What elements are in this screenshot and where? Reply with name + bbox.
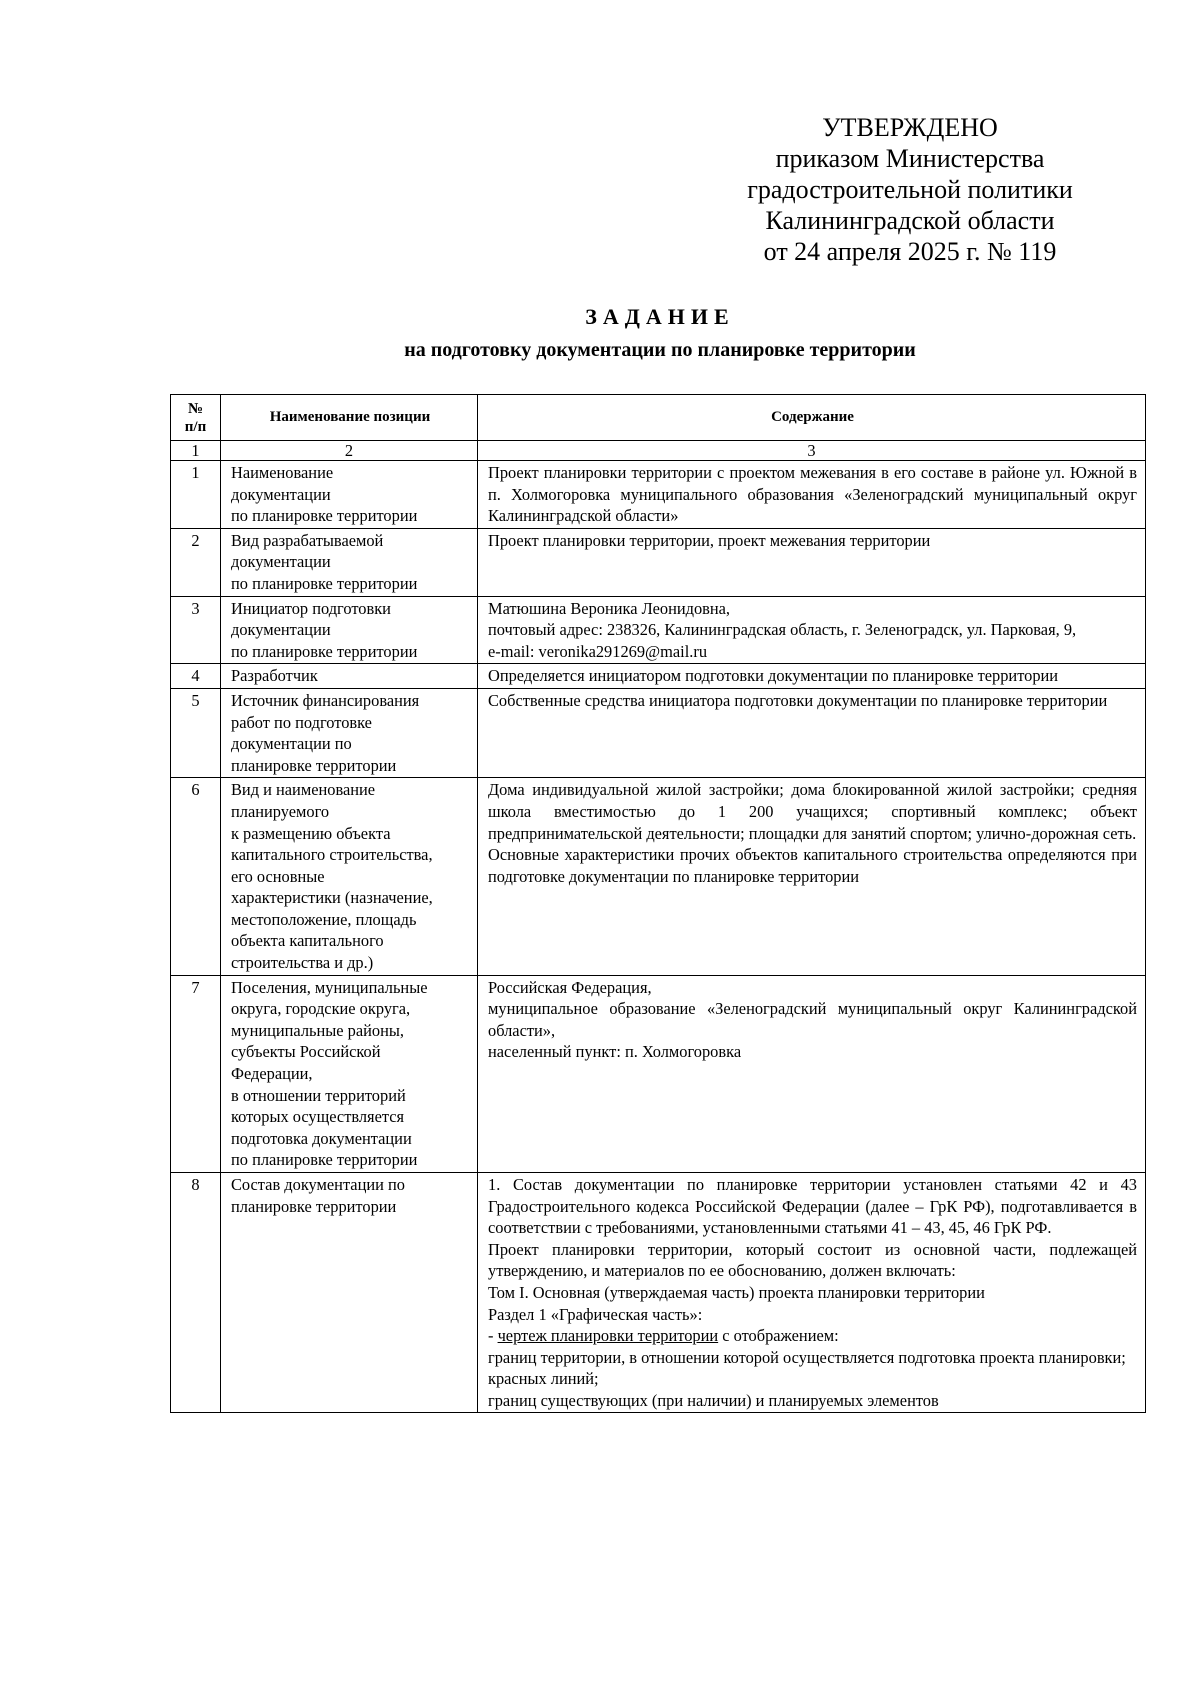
table-header-row bbox=[171, 395, 1146, 441]
row-content-paragraph: Проект планировки территории, который состоит из основной части, подлежащей утверждению, и материалов по ее обоснованию, должен включать: bbox=[488, 1239, 1137, 1281]
header-number bbox=[171, 395, 221, 441]
row-name-line: его основные bbox=[231, 866, 325, 886]
row-name-line: Поселения, муниципальные bbox=[231, 977, 428, 997]
drawing-suffix: с отображением: bbox=[718, 1326, 839, 1346]
row-content-paragraph: Основные характеристики прочих объектов капитального строительства определяются при подготовке документации по планировке территории bbox=[488, 845, 1137, 886]
row-name-line: Источник финансирования bbox=[231, 690, 420, 710]
row-name-line: документации bbox=[231, 484, 331, 504]
row-content-paragraph: почтовый адрес: 238326, Калининградская область, г. Зеленоградск, ул. Парковая, 9, bbox=[488, 620, 1077, 640]
drawing-prefix: - bbox=[488, 1326, 498, 1346]
row-name-line: Разработчик bbox=[231, 666, 318, 686]
row-name-line: к размещению объекта bbox=[231, 823, 391, 843]
row-name-line: объекта капитального bbox=[231, 931, 384, 951]
row-name-line: по планировке территории bbox=[231, 506, 418, 526]
table-row bbox=[171, 778, 1146, 975]
approval-line: градостроительной политики bbox=[747, 175, 1073, 204]
drawing-link: чертеж планировки территории bbox=[497, 1326, 719, 1346]
row-name-line: характеристики (назначение, bbox=[231, 888, 433, 908]
row-name-line: документации bbox=[231, 620, 331, 640]
header-number-line: п/п bbox=[184, 418, 207, 435]
row-name bbox=[221, 975, 478, 1172]
row-content bbox=[478, 975, 1146, 1172]
row-content-paragraph: Определяется инициатором подготовки документации по планировке территории bbox=[488, 666, 1059, 686]
row-number: 5 bbox=[171, 688, 221, 777]
row-content-paragraph: населенный пункт: п. Холмогоровка bbox=[488, 1042, 742, 1062]
row-name-line: местоположение, площадь bbox=[231, 909, 417, 929]
column-index: 3 bbox=[478, 441, 1146, 461]
row-name bbox=[221, 1173, 478, 1413]
row-name-line: Вид разрабатываемой bbox=[231, 530, 384, 550]
row-content-paragraph: границ существующих (при наличии) и планируемых элементов bbox=[488, 1390, 939, 1410]
row-number: 7 bbox=[171, 975, 221, 1172]
table-row bbox=[171, 461, 1146, 529]
row-content-paragraph: Российская Федерация, bbox=[488, 977, 652, 997]
row-name-line: по планировке территории bbox=[231, 1150, 418, 1170]
table-row bbox=[171, 596, 1146, 664]
row-content bbox=[478, 778, 1146, 975]
row-content-paragraph: красных линий; bbox=[488, 1369, 599, 1389]
row-content-paragraph: Том I. Основная (утверждаемая часть) проекта планировки территории bbox=[488, 1282, 985, 1302]
header-name: Наименование позиции bbox=[221, 395, 478, 441]
row-name-line: документации bbox=[231, 552, 331, 572]
row-name-line: планировке территории bbox=[231, 755, 397, 775]
table-row bbox=[171, 528, 1146, 596]
row-name-line: документации по bbox=[231, 734, 352, 754]
row-number: 3 bbox=[171, 596, 221, 664]
approval-line: Калининградской области bbox=[765, 206, 1055, 235]
row-content bbox=[478, 528, 1146, 596]
row-number: 6 bbox=[171, 778, 221, 975]
row-name-line: Инициатор подготовки bbox=[231, 598, 391, 618]
drawing-line bbox=[488, 1325, 1137, 1347]
approval-line: УТВЕРЖДЕНО bbox=[822, 113, 998, 142]
row-name bbox=[221, 664, 478, 689]
row-content-paragraph: Проект планировки территории с проектом межевания в его составе в районе ул. Южной в п. Холмогоровка муниципального образования «Зеленоградский муниципальный округ Калининградской области» bbox=[488, 463, 1137, 526]
row-name-line: по планировке территории bbox=[231, 641, 418, 661]
document-title: ЗАДАНИЕ bbox=[585, 304, 735, 329]
row-name bbox=[221, 596, 478, 664]
approval-line: от 24 апреля 2025 г. № 119 bbox=[763, 237, 1057, 266]
row-content-paragraph: Раздел 1 «Графическая часть»: bbox=[488, 1304, 703, 1324]
row-name-line: Федерации, bbox=[231, 1064, 313, 1084]
approval-stamp bbox=[690, 112, 1130, 267]
row-name bbox=[221, 688, 478, 777]
row-number: 4 bbox=[171, 664, 221, 689]
row-content-paragraph: муниципальное образование «Зеленоградский муниципальный округ Калининградской области», bbox=[488, 999, 1137, 1040]
column-index: 2 bbox=[221, 441, 478, 461]
row-content-paragraph: границ территории, в отношении которой осуществляется подготовка проекта планировки; bbox=[488, 1347, 1126, 1367]
row-name-line: Состав документации по bbox=[231, 1175, 405, 1194]
row-name-line: в отношении территорий bbox=[231, 1085, 406, 1105]
row-name-line: Наименование bbox=[231, 463, 334, 482]
row-name-line: подготовка документации bbox=[231, 1128, 412, 1148]
table-row bbox=[171, 688, 1146, 777]
header-number-line: № bbox=[187, 400, 204, 417]
header-content: Содержание bbox=[478, 395, 1146, 441]
row-name-line: субъекты Российской bbox=[231, 1042, 381, 1062]
row-content bbox=[478, 596, 1146, 664]
row-content-paragraph: Дома индивидуальной жилой застройки; дома блокированной жилой застройки; средняя школа вместимостью до 1 200 учащихся; спортивный комплекс; объект предпринимательской деятельности; площадки для занятий спортом; улично-дорожная сеть. bbox=[488, 780, 1137, 843]
row-content bbox=[478, 461, 1146, 529]
row-name-line: Вид и наименование bbox=[231, 780, 376, 800]
row-name-line: планируемого bbox=[231, 801, 330, 821]
row-name-line: работ по подготовке bbox=[231, 712, 372, 732]
table-row bbox=[171, 1173, 1146, 1413]
row-content-paragraph: 1. Состав документации по планировке территории установлен статьями 42 и 43 Градостроительного кодекса Российской Федерации (далее – ГрК РФ), подготавливается в соответствии с требованиями, установленными статьями 41 – 43, 45, 46 ГрК РФ. bbox=[488, 1175, 1137, 1238]
row-content bbox=[478, 664, 1146, 689]
row-name-line: которых осуществляется bbox=[231, 1107, 405, 1127]
row-name-line: округа, городские округа, bbox=[231, 999, 411, 1019]
row-name bbox=[221, 461, 478, 529]
row-number: 2 bbox=[171, 528, 221, 596]
approval-line: приказом Министерства bbox=[775, 144, 1045, 173]
row-name bbox=[221, 778, 478, 975]
row-name bbox=[221, 528, 478, 596]
table-row bbox=[171, 975, 1146, 1172]
row-content bbox=[478, 1173, 1146, 1413]
row-name-line: капитального строительства, bbox=[231, 845, 433, 865]
row-content-paragraph: Матюшина Вероника Леонидовна, bbox=[488, 598, 731, 618]
row-content-paragraph: Проект планировки территории, проект межевания территории bbox=[488, 530, 931, 550]
row-name-line: строительства и др.) bbox=[231, 953, 374, 973]
row-number: 8 bbox=[171, 1173, 221, 1413]
document-subtitle: на подготовку документации по планировке территории bbox=[404, 339, 916, 361]
column-index: 1 bbox=[171, 441, 221, 461]
column-index-row bbox=[171, 441, 1146, 461]
row-name-line: планировке территории bbox=[231, 1196, 397, 1216]
task-table bbox=[170, 394, 1146, 1413]
row-name-line: муниципальные районы, bbox=[231, 1020, 404, 1040]
row-content bbox=[478, 688, 1146, 777]
row-number: 1 bbox=[171, 461, 221, 529]
row-content-paragraph: Собственные средства инициатора подготовки документации по планировке территории bbox=[488, 690, 1108, 710]
row-content-email: e-mail: veronika291269@mail.ru bbox=[488, 641, 708, 661]
table-row bbox=[171, 664, 1146, 689]
row-name-line: по планировке территории bbox=[231, 573, 418, 593]
